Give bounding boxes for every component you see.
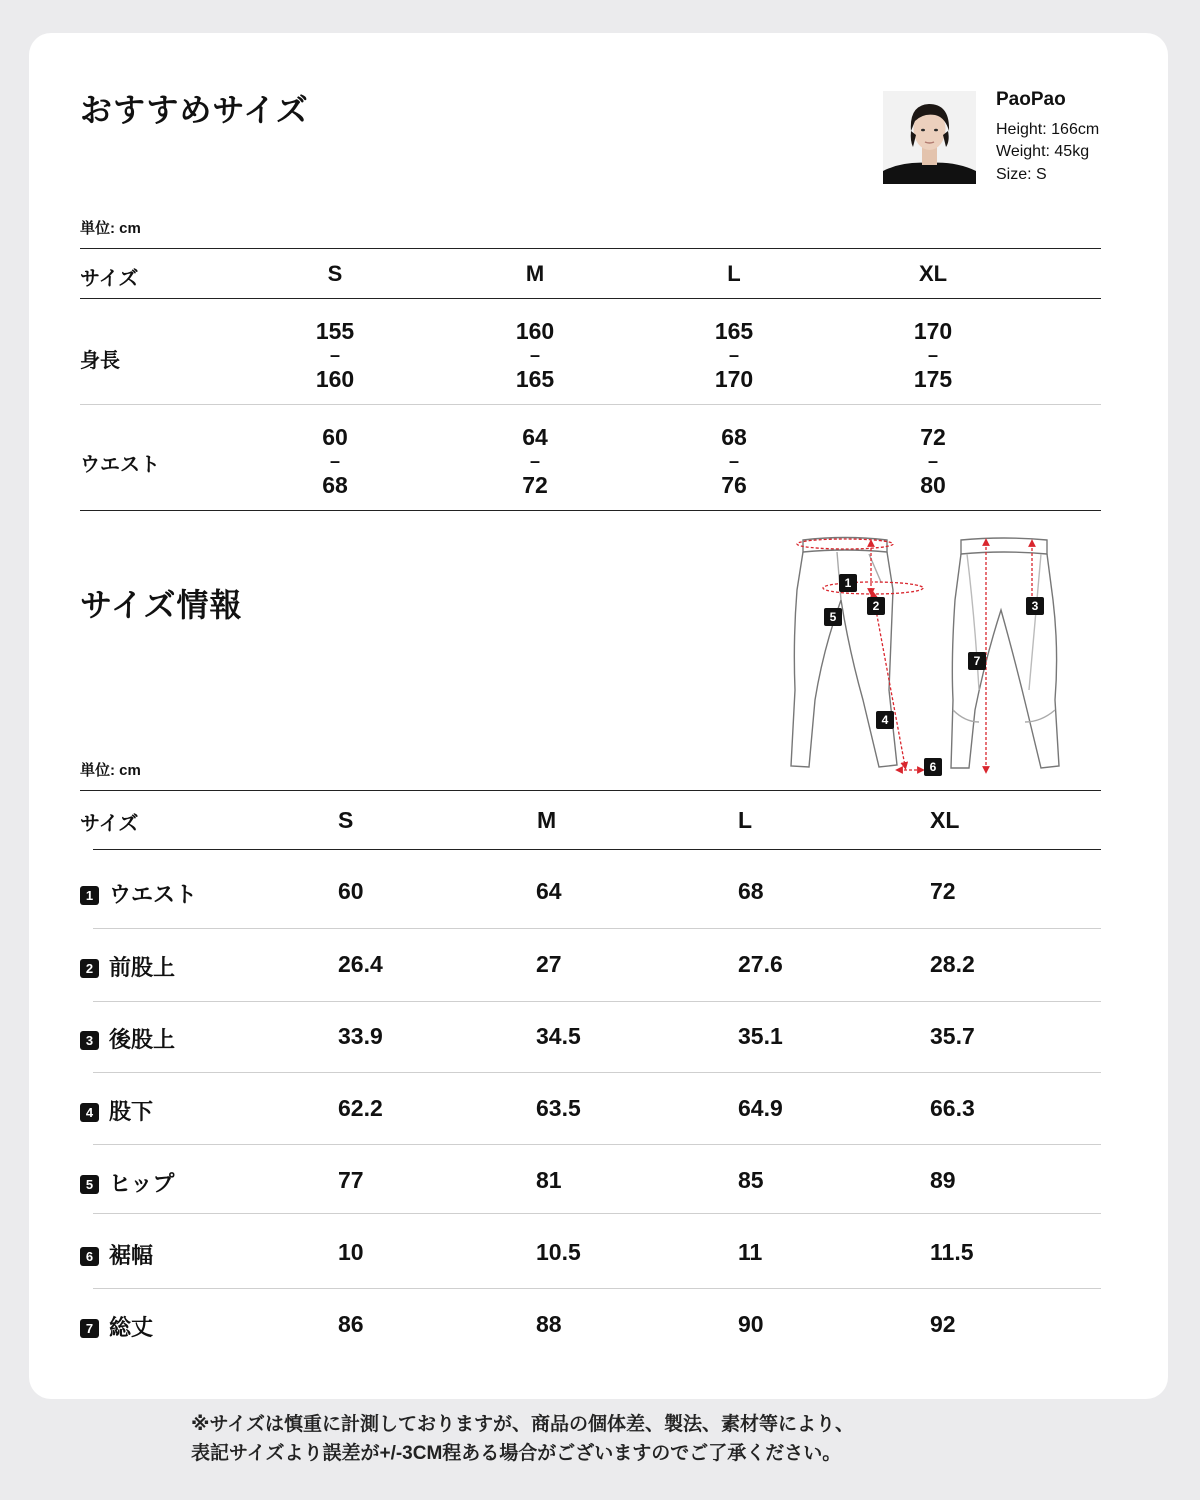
size-info-cell: 68 (738, 878, 764, 904)
measure-waist (797, 539, 893, 549)
size-info-cell: 72 (930, 878, 956, 904)
recommend-cell (873, 319, 993, 391)
size-info-cell: 11.5 (930, 1239, 974, 1265)
recommend-cell (275, 425, 395, 497)
size-info-cell: 10 (338, 1239, 364, 1265)
range-dash: – (728, 451, 739, 471)
size-info-unit: 単位: cm (80, 762, 141, 779)
size-info-cell: 89 (930, 1167, 956, 1193)
size-info-row-label (80, 1239, 153, 1270)
row-label-text: ヒップ (109, 1171, 175, 1196)
range-dash: – (927, 345, 938, 365)
recommend-cell (674, 425, 794, 497)
recommend-row-label: ウエスト (80, 454, 160, 476)
back-pants-outline (951, 538, 1059, 768)
range-from: 64 (522, 424, 548, 450)
recommend-unit: 単位: cm (80, 220, 141, 237)
row-label-text: ウエスト (109, 882, 198, 907)
divider (80, 248, 1101, 249)
diagram-badge-1: 1 (844, 576, 852, 590)
range-from: 68 (721, 424, 747, 450)
row-label-text: 股下 (109, 1099, 154, 1124)
model-height: Height: 166cm (996, 121, 1100, 138)
size-info-row-label (80, 1023, 175, 1054)
recommend-cell (275, 319, 395, 391)
size-info-cell: 64.9 (738, 1095, 783, 1121)
divider (80, 790, 1101, 791)
divider (93, 849, 1101, 850)
range-to: 165 (515, 366, 555, 392)
recommend-header-size: S (327, 261, 343, 286)
front-pants-outline (791, 538, 897, 768)
size-info-cell: 28.2 (930, 951, 975, 977)
range-dash: – (728, 345, 739, 365)
footer-line-2: 表記サイズより誤差が+/-3CM程ある場合がございますのでご了承ください。 (191, 1443, 842, 1464)
range-from: 155 (315, 318, 355, 344)
range-dash: – (329, 345, 340, 365)
size-info-cell: 60 (338, 878, 364, 904)
size-chart-card (29, 33, 1168, 1399)
range-dash: – (927, 451, 938, 471)
divider (93, 1288, 1101, 1289)
recommend-cell (873, 425, 993, 497)
divider (93, 1001, 1101, 1002)
recommend-title: おすすめサイズ (80, 92, 309, 128)
size-info-cell: 63.5 (536, 1095, 581, 1121)
diagram-badge-5: 5 (829, 610, 837, 624)
size-info-cell: 33.9 (338, 1023, 383, 1049)
size-info-row-label (80, 1095, 153, 1126)
size-info-header-size: M (537, 807, 557, 833)
model-weight: Weight: 45kg (996, 143, 1090, 160)
badge-2-icon: 2 (80, 959, 99, 978)
recommend-row-label: 身長 (80, 350, 120, 372)
badge-5-icon: 5 (80, 1175, 99, 1194)
size-info-cell: 27.6 (738, 951, 783, 977)
divider (93, 1072, 1101, 1073)
row-label-text: 後股上 (109, 1027, 176, 1052)
range-dash: – (329, 451, 340, 471)
range-to: 170 (714, 366, 754, 392)
range-from: 72 (920, 424, 946, 450)
size-info-cell: 62.2 (338, 1095, 383, 1121)
size-info-row-label (80, 1311, 153, 1342)
recommend-header-label: サイズ (80, 268, 139, 290)
size-info-cell: 35.7 (930, 1023, 975, 1049)
divider (80, 298, 1101, 299)
diagram-badge-4: 4 (881, 713, 889, 727)
badge-7-icon: 7 (80, 1319, 99, 1338)
footer-line-1: ※サイズは慎重に計測しておりますが、商品の個体差、製法、素材等により、 (191, 1414, 854, 1435)
size-info-cell: 86 (338, 1311, 364, 1337)
measure-hip (823, 582, 923, 594)
size-info-cell: 10.5 (536, 1239, 581, 1265)
size-info-cell: 88 (536, 1311, 562, 1337)
range-to: 160 (315, 366, 355, 392)
model-size: Size: S (996, 166, 1047, 183)
size-info-cell: 85 (738, 1167, 764, 1193)
divider (93, 1144, 1101, 1145)
row-label-text: 前股上 (109, 955, 176, 980)
size-info-cell: 77 (338, 1167, 364, 1193)
badge-6-icon: 6 (80, 1247, 99, 1266)
diagram-badge-7: 7 (973, 654, 981, 668)
size-info-cell: 90 (738, 1311, 764, 1337)
badge-3-icon: 3 (80, 1031, 99, 1050)
row-label-text: 裾幅 (109, 1243, 154, 1268)
size-info-cell: 34.5 (536, 1023, 581, 1049)
recommend-header-size: XL (918, 261, 948, 286)
size-info-header-size: L (738, 807, 753, 833)
range-to: 72 (522, 472, 548, 498)
size-info-header-size: S (338, 807, 354, 833)
range-from: 165 (714, 318, 754, 344)
size-info-cell: 26.4 (338, 951, 383, 977)
divider (80, 510, 1101, 511)
size-info-header-size: XL (930, 807, 960, 833)
recommend-cell (475, 319, 595, 391)
model-photo (883, 91, 976, 184)
range-from: 160 (515, 318, 555, 344)
recommend-header-size: M (525, 261, 545, 286)
model-avatar-icon (883, 91, 976, 184)
measure-lines (797, 539, 1032, 770)
size-info-cell: 27 (536, 951, 562, 977)
size-info-cell: 81 (536, 1167, 562, 1193)
range-to: 76 (721, 472, 747, 498)
size-info-cell: 66.3 (930, 1095, 975, 1121)
diagram-badge-6: 6 (929, 760, 937, 774)
recommend-cell (674, 319, 794, 391)
range-dash: – (529, 451, 540, 471)
recommend-cell (475, 425, 595, 497)
diagram-badge-2: 2 (872, 599, 880, 613)
footer-note (191, 1410, 854, 1468)
model-name: PaoPao (996, 89, 1066, 110)
measure-inseam (873, 594, 905, 766)
range-dash: – (529, 345, 540, 365)
size-info-row-label (80, 951, 175, 982)
pants-measurement-diagram (779, 530, 1079, 785)
badge-1-icon: 1 (80, 886, 99, 905)
size-info-row-label (80, 878, 197, 909)
range-to: 175 (913, 366, 953, 392)
diagram-badge-3: 3 (1031, 599, 1039, 613)
row-label-text: 総丈 (109, 1315, 154, 1340)
size-info-cell: 11 (738, 1239, 763, 1265)
recommend-header-size: L (727, 261, 741, 286)
size-info-row-label (80, 1167, 174, 1198)
divider (93, 928, 1101, 929)
range-from: 60 (322, 424, 348, 450)
badge-4-icon: 4 (80, 1103, 99, 1122)
range-to: 80 (920, 472, 946, 498)
size-info-header-label: サイズ (80, 813, 139, 835)
range-to: 68 (322, 472, 348, 498)
divider (93, 1213, 1101, 1214)
size-info-cell: 35.1 (738, 1023, 783, 1049)
range-from: 170 (913, 318, 953, 344)
divider (80, 404, 1101, 405)
size-info-title: サイズ情報 (80, 587, 243, 623)
size-info-cell: 64 (536, 878, 562, 904)
size-info-cell: 92 (930, 1311, 956, 1337)
